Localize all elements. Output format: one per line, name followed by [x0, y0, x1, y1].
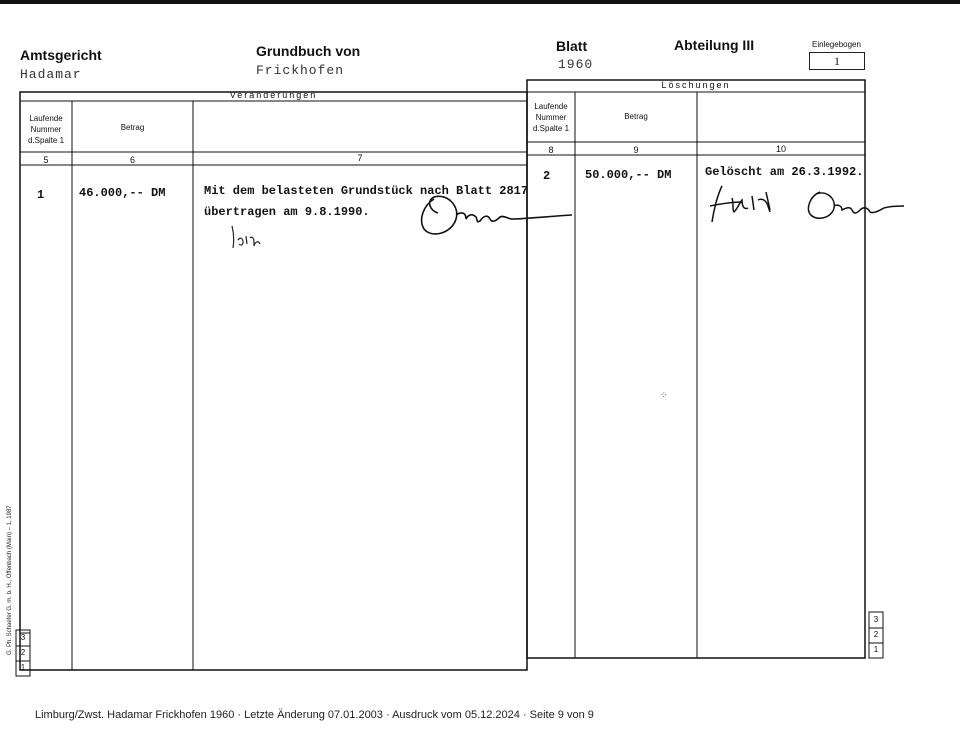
amount-header-right: Betrag — [624, 112, 648, 121]
deletions-entry-amount: 50.000,-- DM — [585, 168, 672, 182]
printer-imprint: G. Ph. Schaefer G. m. b. H., Offenbach (Main) – 1, 1987 — [7, 505, 13, 655]
deletions-entry-no: 2 — [543, 169, 551, 183]
header-line-2: Nummer — [535, 113, 567, 122]
header-line-1: Laufende — [534, 102, 568, 111]
deletions-entry-text: Gelöscht am 26.3.1992. — [705, 165, 864, 179]
left-counter-1: 1 — [20, 663, 26, 672]
changes-entry-text-line1: Mit dem belasteten Grundstück nach Blatt 2817 — [204, 184, 529, 198]
header-line-1: Laufende — [29, 114, 63, 123]
running-no-header-left — [20, 113, 72, 146]
footer-print-info: Limburg/Zwst. Hadamar Frickhofen 1960 · Letzte Änderung 07.01.2003 · Ausdruck vom 05.12.2024 · Seite 9 von 9 — [35, 709, 594, 721]
insert-label: Einlegebogen — [812, 40, 861, 49]
col-number-7: 7 — [357, 153, 363, 163]
book-value: Frickhofen — [256, 63, 345, 78]
right-counter-1: 1 — [873, 645, 879, 654]
col-number-10: 10 — [775, 144, 786, 154]
initials-signature — [228, 222, 268, 252]
handwritten-signature-right-1 — [702, 180, 784, 230]
col-number-8: 8 — [548, 145, 554, 155]
changes-section-title: Veränderungen — [229, 90, 318, 100]
book-label: Grundbuch von — [256, 43, 361, 59]
sheet-label: Blatt — [556, 38, 588, 54]
left-counter-2: 2 — [20, 648, 26, 657]
col-number-5: 5 — [43, 155, 49, 165]
amount-header-left: Betrag — [120, 123, 145, 132]
deletions-section-title: Löschungen — [661, 80, 731, 90]
right-counter-2: 2 — [873, 630, 879, 639]
insert-value-box: 1 — [809, 52, 865, 70]
court-label: Amtsgericht — [20, 47, 102, 63]
changes-entry-text-line2: übertragen am 9.8.1990. — [204, 205, 370, 219]
sheet-value: 1960 — [558, 57, 594, 72]
left-counter-3: 3 — [20, 633, 26, 642]
handwritten-signature-left — [412, 185, 590, 245]
running-no-header-right — [527, 101, 575, 134]
changes-entry-amount: 46.000,-- DM — [79, 186, 166, 200]
col-number-9: 9 — [633, 145, 639, 155]
changes-entry-no: 1 — [37, 188, 45, 202]
header-line-3: d.Spalte 1 — [532, 124, 570, 133]
header-line-3: d.Spalte 1 — [27, 136, 65, 145]
stray-mark: ⁘ — [660, 390, 668, 400]
section-label: Abteilung III — [674, 37, 755, 53]
right-counter-3: 3 — [873, 615, 879, 624]
col-number-6: 6 — [129, 155, 135, 165]
handwritten-signature-right-2 — [800, 182, 916, 226]
court-value: Hadamar — [20, 67, 82, 82]
header-line-2: Nummer — [30, 125, 62, 134]
